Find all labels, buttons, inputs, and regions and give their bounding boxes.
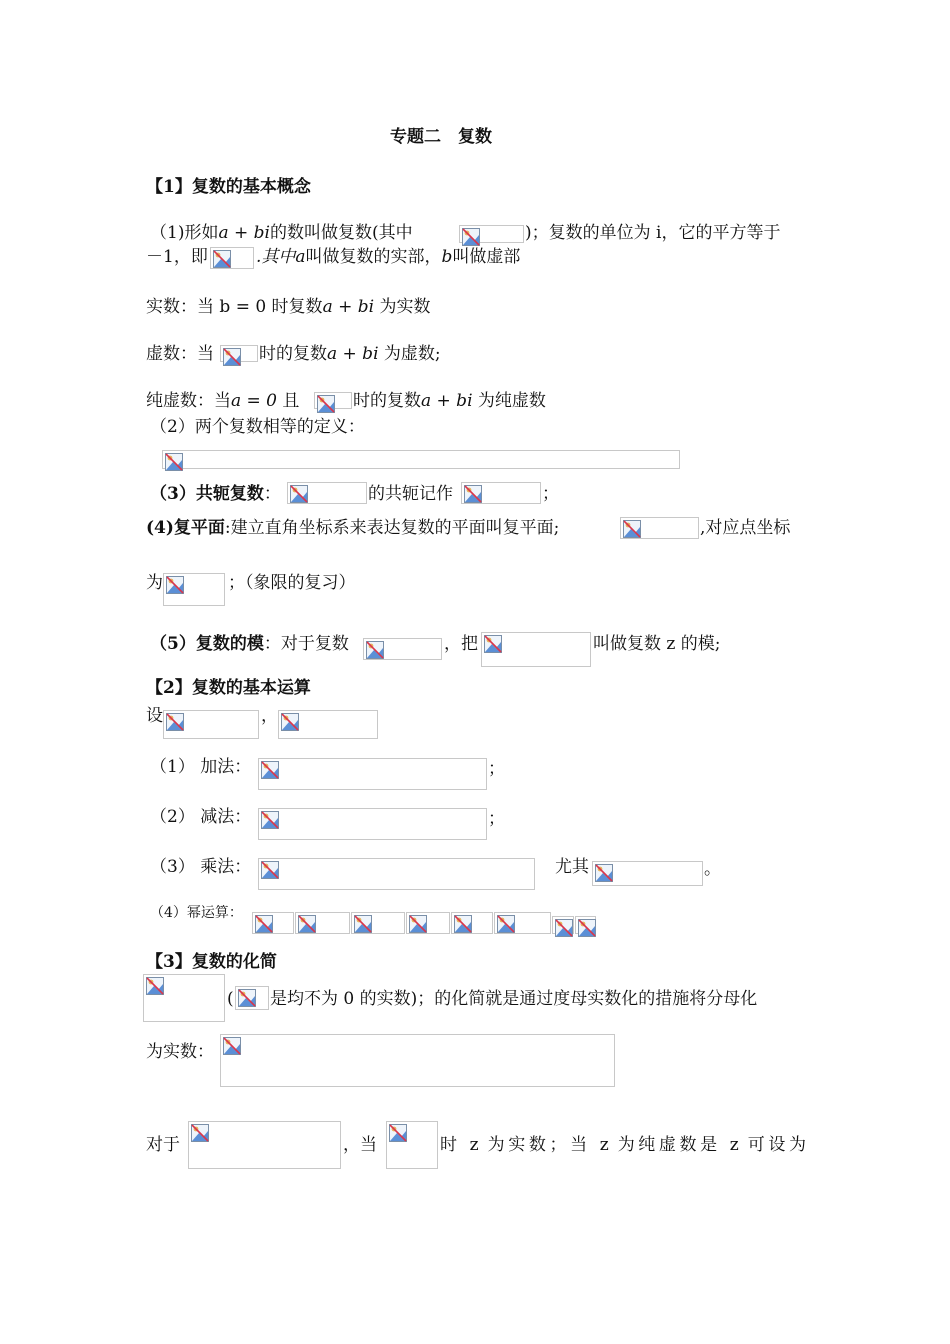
- formula-image-modulus-z: [363, 638, 442, 660]
- formula-image-subtraction: [258, 808, 487, 840]
- real-number-definition: 实数：当 b = 0 时复数a + bi 为实数: [146, 297, 431, 317]
- section-1-heading: 【1】复数的基本概念: [146, 177, 311, 197]
- formula-image-power-1: [252, 912, 294, 934]
- formula-image-coordinate: [163, 573, 225, 606]
- let-comma: ，: [261, 706, 278, 726]
- formula-image-addition: [258, 758, 487, 790]
- formula-image-b-nonzero: [220, 345, 258, 362]
- for-label: 对于: [146, 1135, 180, 1155]
- s1-p1-line2-start: －1，即: [146, 247, 208, 267]
- section-3-heading: 【3】复数的化简: [146, 952, 277, 972]
- power-label: （4）幂运算：: [150, 905, 243, 921]
- formula-image-especially: [592, 861, 703, 886]
- coordinate-label: 为: [146, 573, 163, 593]
- modulus-end: 叫做复数 z 的模;: [593, 634, 721, 654]
- complex-plane-definition: (4)复平面:建立直角坐标系来表达复数的平面叫复平面;: [146, 518, 560, 538]
- multiplication-label: （3） 乘法：: [150, 857, 252, 877]
- formula-image-equality: [162, 450, 680, 469]
- especially-label: 尤其: [555, 857, 589, 877]
- formula-image-z-expression: [188, 1121, 341, 1169]
- subtraction-label: （2） 减法：: [150, 807, 252, 827]
- simplify-description: 是均不为 0 的实数)；的化简就是通过度母实数化的措施将分母化: [270, 989, 758, 1009]
- subtraction-end: ；: [488, 809, 505, 829]
- conjugate-label: （3）共轭复数：: [150, 484, 281, 504]
- s1-p1-line1-start: （1)形如a + bi的数叫做复数(其中: [150, 223, 413, 243]
- formula-image-power-6: [494, 912, 551, 934]
- formula-image-modulus: [481, 632, 591, 667]
- addition-end: ；: [488, 759, 505, 779]
- formula-image-simplification: [220, 1034, 615, 1087]
- formula-image-power-5: [451, 912, 493, 934]
- complex-plane-end: ,对应点坐标: [700, 518, 791, 538]
- formula-image-power-3: [351, 912, 405, 934]
- quadrant-review-note: ；（象限的复习）: [228, 573, 356, 593]
- formula-image-power-4: [406, 912, 450, 934]
- imaginary-label: 虚数：当: [146, 344, 214, 364]
- addition-label: （1） 加法：: [150, 757, 252, 777]
- imaginary-definition: 时的复数a + bi 为虚数;: [259, 344, 441, 364]
- modulus-label: （5）复数的模：对于复数: [150, 634, 349, 654]
- formula-image-multiplication: [258, 858, 535, 890]
- modulus-comma: ，把: [444, 634, 478, 654]
- conjugate-mid-text: 的共轭记作: [368, 484, 453, 504]
- formula-image-condition: [459, 225, 524, 243]
- especially-end: 。: [704, 859, 721, 879]
- pure-imaginary-definition-start: 纯虚数：当a = 0 且: [146, 391, 300, 411]
- formula-image-i-squared: [210, 247, 254, 269]
- s1-p1-line2-end: .其中a叫做复数的实部，b叫做虚部: [256, 247, 521, 267]
- let-label: 设: [146, 706, 163, 726]
- formula-image-z1: [163, 710, 259, 739]
- formula-image-real-condition: [386, 1121, 438, 1169]
- formula-image-abcd: [235, 986, 269, 1010]
- formula-image-power-7: [552, 916, 574, 934]
- formula-image-z: [287, 482, 367, 504]
- real-pure-condition-text: 时 z 为实数；当 z 为纯虚数是 z 可设为: [440, 1135, 806, 1155]
- when-label: ，当: [343, 1135, 377, 1155]
- equality-definition-label: （2）两个复数相等的定义：: [150, 417, 365, 437]
- formula-image-plane-z: [620, 517, 699, 539]
- formula-image-conjugate: [461, 482, 541, 504]
- simplify-paren: (: [227, 989, 234, 1009]
- formula-image-power-8: [575, 916, 596, 934]
- formula-image-fraction: [143, 974, 225, 1022]
- section-2-heading: 【2】复数的基本运算: [146, 678, 311, 698]
- formula-image-pure-condition: [314, 392, 352, 409]
- s1-p1-line1-end: )；复数的单位为 i，它的平方等于: [525, 223, 781, 243]
- pure-imaginary-definition-end: 时的复数a + bi 为纯虚数: [353, 391, 546, 411]
- simplify-line2-label: 为实数：: [146, 1042, 214, 1062]
- page-title: 专题二 复数: [390, 127, 492, 147]
- formula-image-power-2: [295, 912, 350, 934]
- conjugate-end: ；: [542, 484, 559, 504]
- formula-image-z2: [278, 710, 378, 739]
